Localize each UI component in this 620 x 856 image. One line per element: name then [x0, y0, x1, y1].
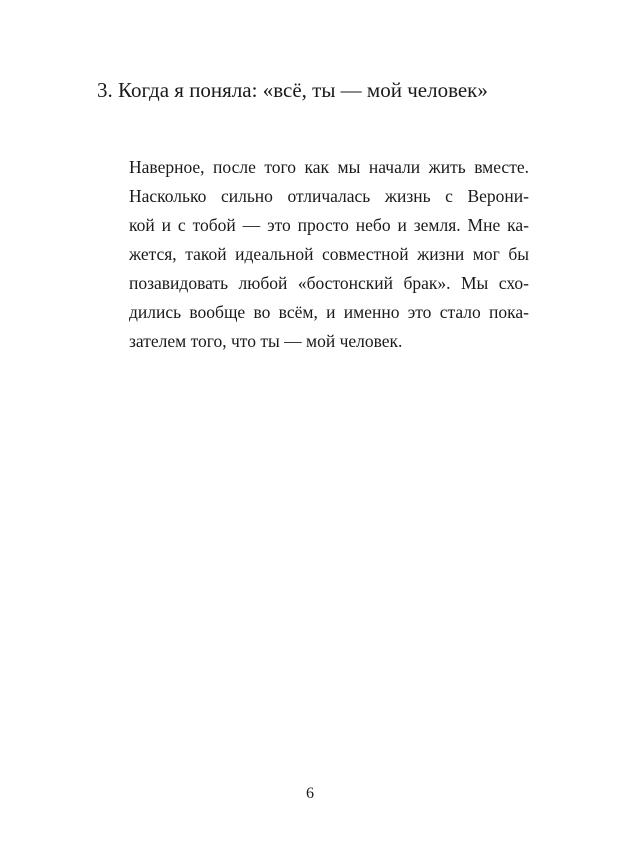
- page-number: 6: [306, 785, 314, 802]
- paragraph-line: кой и с тобой — это просто небо и земля. Мне ка-: [129, 215, 529, 235]
- paragraph-line: Насколько сильно отличалась жизнь с Верони-: [129, 186, 529, 206]
- paragraph-line: жется, такой идеальной совместной жизни мог бы: [129, 244, 529, 264]
- paragraph-line: позавидовать любой «бостонский брак». Мы схо-: [129, 273, 529, 293]
- section-heading: 3. Когда я поняла: «всё, ты — мой человек»: [97, 78, 488, 102]
- body-paragraph: [129, 153, 529, 356]
- paragraph-line: Наверное, после того как мы начали жить вместе.: [129, 157, 529, 177]
- paragraph-line: зателем того, что ты — мой человек.: [129, 331, 403, 351]
- paragraph-line: дились вообще во всём, и именно это стало пока-: [129, 302, 529, 322]
